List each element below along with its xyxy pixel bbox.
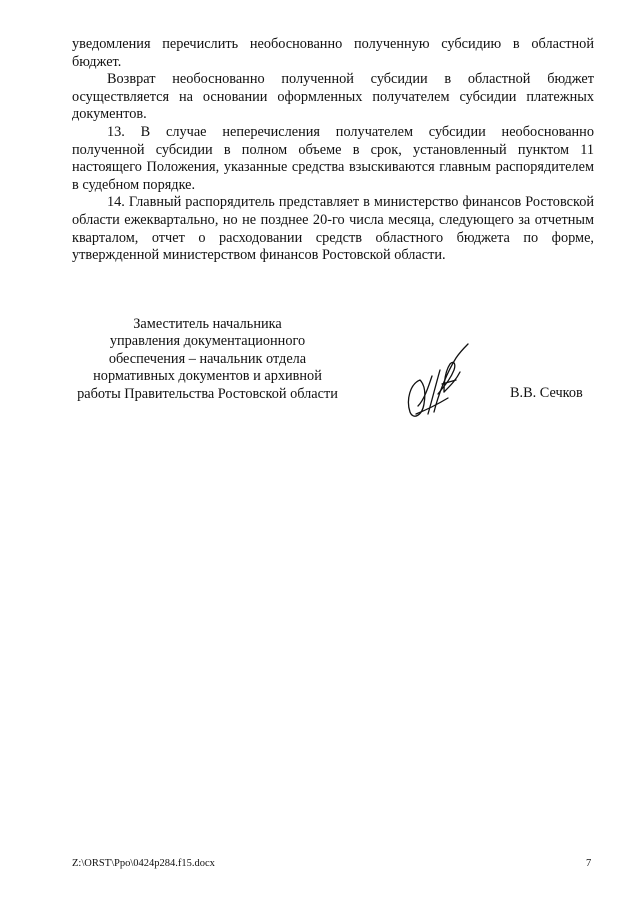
paragraph-item-14: 14. Главный распорядитель представляет в министерство финансов Ростовской области ежеквартально, но не позднее 20-го числа месяца, следующего за отчетным кварталом, отчет о расходовании средств областного бюджета по форме, утвержденной министерством финансов Ростовской области.: [72, 194, 594, 264]
paragraph-continuation: уведомления перечислить необоснованно полученную субсидию в областной бюджет.: [72, 36, 594, 70]
page-number: 7: [586, 858, 592, 869]
position-line: работы Правительства Ростовской области: [77, 385, 338, 402]
paragraph-item-13: 13. В случае неперечисления получателем субсидии необоснованно полученной субсидии в полном объеме в срок, установленный пунктом 11 настоящего Положения, указанные средства взыскиваются главным распорядителем в судебном порядке.: [72, 123, 594, 193]
handwritten-signature-icon: [398, 340, 478, 420]
position-line: обеспечения – начальник отдела: [108, 350, 307, 367]
signer-name: В.В. Сечков: [510, 385, 583, 401]
signatory-position: [60, 316, 355, 403]
position-line: нормативных документов и архивной: [93, 368, 322, 385]
position-line: управления документационного: [109, 333, 306, 350]
document-body: [72, 36, 594, 265]
position-line: Заместитель начальника: [133, 316, 282, 332]
footer-file-path: Z:\ORST\Ppo\0424p284.f15.docx: [72, 858, 215, 869]
paragraph-subsidy-return: Возврат необоснованно полученной субсидии в областной бюджет осуществляется на основании оформленных получателем субсидии платежных документов.: [72, 71, 594, 123]
